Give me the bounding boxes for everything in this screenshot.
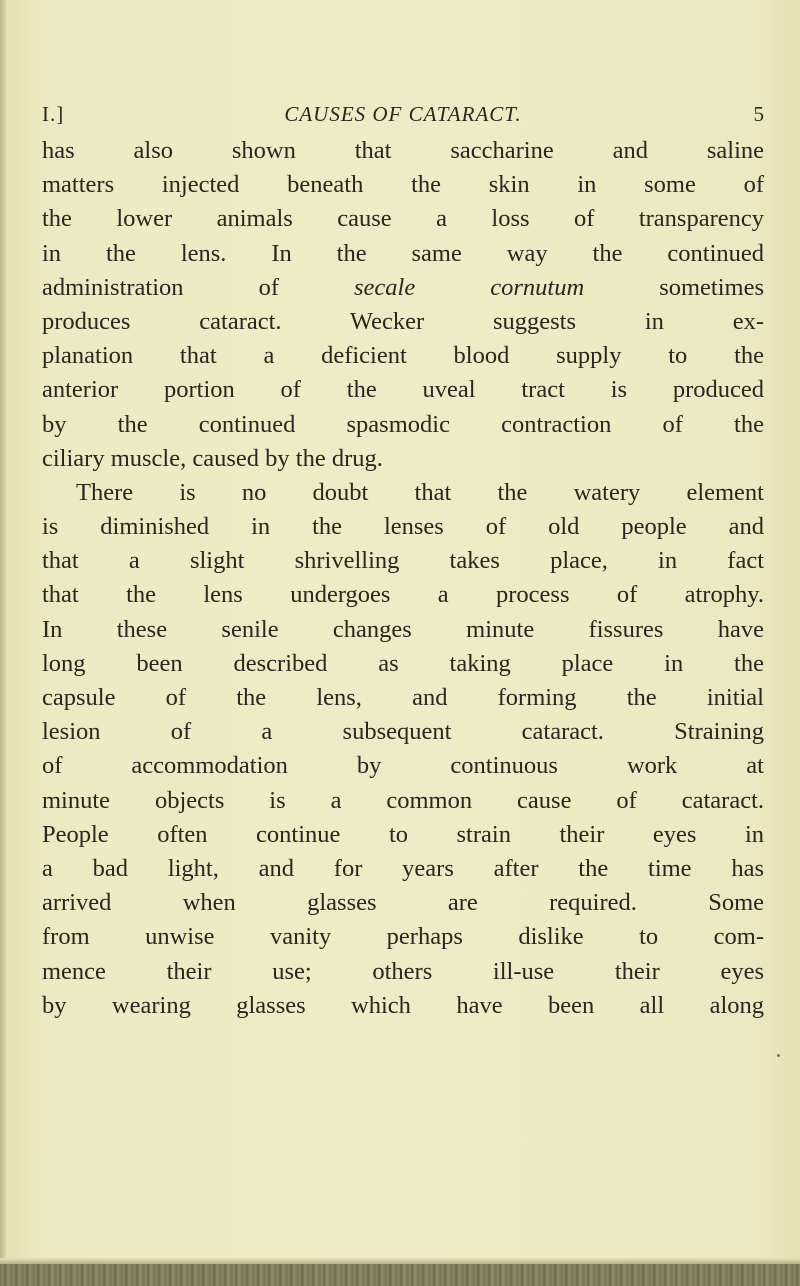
text-line: arrived when glasses are required. Some xyxy=(42,889,764,917)
text-segment: sometimes xyxy=(659,273,764,301)
text-line: capsule of the lens, and forming the initial xyxy=(42,684,764,711)
text-line: by the continued spasmodic contraction of the xyxy=(42,410,764,438)
text-line: the lower animals cause a loss of transparency xyxy=(42,205,764,233)
running-header xyxy=(42,102,764,132)
text-line: is diminished in the lenses of old people and xyxy=(42,513,764,541)
text-line: by wearing glasses which have been all along xyxy=(42,991,764,1019)
text-line: There is no doubt that the watery element xyxy=(76,478,764,506)
text-line: ciliary muscle, caused by the drug. xyxy=(42,444,383,472)
text-line: anterior portion of the uveal tract is produced xyxy=(42,376,764,404)
text-line xyxy=(42,271,764,305)
text-line: People often continue to strain their eyes in xyxy=(42,820,764,848)
text-line: in the lens. In the same way the continued xyxy=(42,239,764,267)
text-line: of accommodation by continuous work at xyxy=(42,752,764,780)
chapter-number: I.] xyxy=(42,102,65,126)
page-gutter-edge xyxy=(0,0,6,1286)
text-line: that the lens undergoes a process of atrophy. xyxy=(42,581,764,609)
text-line: produces cataract. Wecker suggests in ex- xyxy=(42,307,764,335)
italic-term: secale cornutum xyxy=(354,273,585,301)
text-line: lesion of a subsequent cataract. Straining xyxy=(42,718,764,746)
page-number: 5 xyxy=(753,102,764,126)
text-line: planation that a deficient blood supply to the xyxy=(42,342,764,370)
text-line: In these senile changes minute fissures have xyxy=(42,615,764,643)
text-line: minute objects is a common cause of cataract. xyxy=(42,786,764,814)
text-line: from unwise vanity perhaps dislike to com- xyxy=(42,923,764,951)
text-line: mence their use; others ill-use their eyes xyxy=(42,957,764,985)
page-bottom-edge xyxy=(0,1264,800,1286)
text-line: that a slight shrivelling takes place, in fact xyxy=(42,547,764,575)
running-title: CAUSES OF CATARACT. xyxy=(284,102,522,126)
text-line: matters injected beneath the skin in some of xyxy=(42,171,764,199)
text-segment: administration of xyxy=(42,273,279,301)
text-line: a bad light, and for years after the time has xyxy=(42,854,764,882)
text-line: has also shown that saccharine and saline xyxy=(42,137,764,164)
text-line: long been described as taking place in the xyxy=(42,649,764,677)
body-text xyxy=(42,134,764,1023)
margin-mark xyxy=(777,1054,780,1057)
